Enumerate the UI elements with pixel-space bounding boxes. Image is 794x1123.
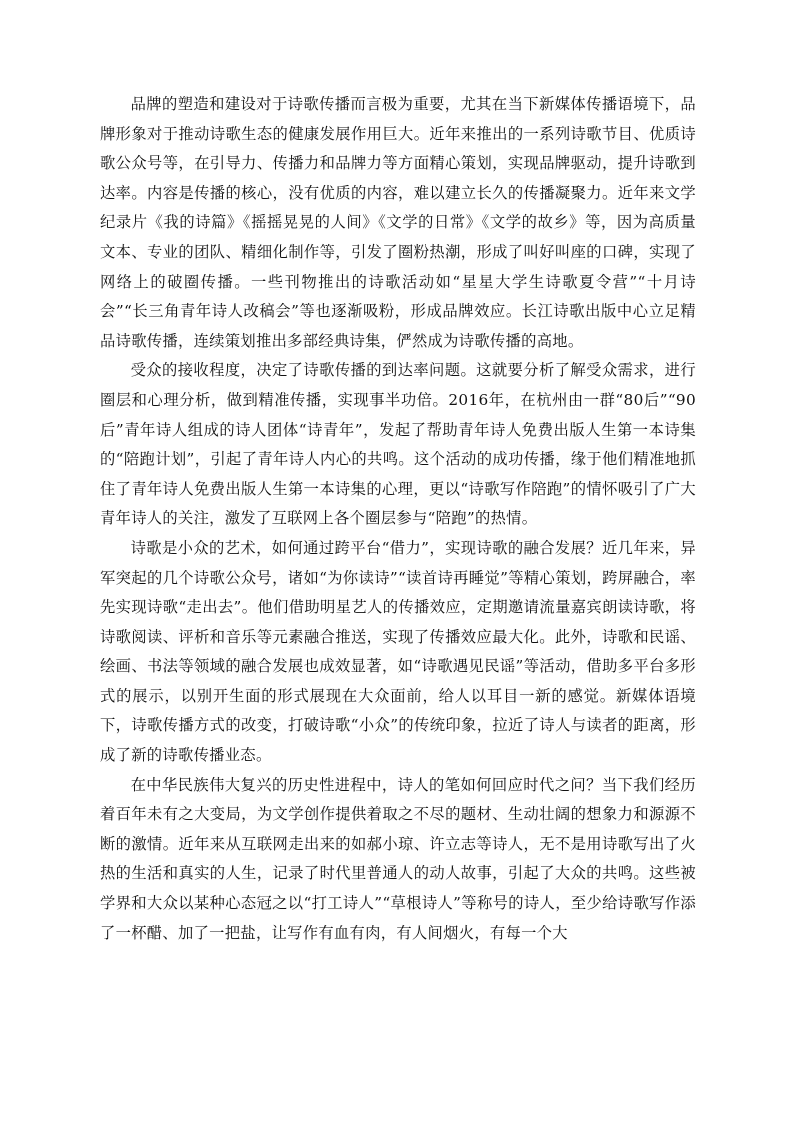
paragraph-crossplatform: 诗歌是小众的艺术，如何通过跨平台“借力”，实现诗歌的融合发展？近几年来，异军突起的几个诗歌公众号，诸如“为你读诗”“读首诗再睡觉”等精心策划，跨屏融合，率先实现诗歌“走出去”。他们借助明星艺人的传播效应，定期邀请流量嘉宾朗读诗歌，将诗歌阅读、评析和音乐等元素融合推送，实现了传播效应最大化。此外，诗歌和民谣、绘画、书法等领域的融合发展也成效显著，如“诗歌遇见民谣”等活动，借助多平台多形式的展示，以别开生面的形式展现在大众面前，给人以耳目一新的感觉。新媒体语境下，诗歌传播方式的改变，打破诗歌“小众”的传统印象，拉近了诗人与读者的距离，形成了新的诗歌传播业态。 [100,538,696,765]
paragraph-era: 在中华民族伟大复兴的历史性进程中，诗人的笔如何回应时代之问？当下我们经历着百年未有之大变局，为文学创作提供着取之不尽的题材、生动壮阔的想象力和源源不断的激情。近年来从互联网走出来的如郝小琼、许立志等诗人，无不是用诗歌写出了火热的生活和真实的人生，记录了时代里普通人的动人故事，引起了大众的共鸣。这些被学界和大众以某种心态冠之以“打工诗人”“草根诗人”等称号的诗人，至少给诗歌写作添了一杯醋、加了一把盐，让写作有血有肉，有人间烟火，有每一个大 [100,775,696,942]
paragraph-audience: 受众的接收程度，决定了诗歌传播的到达率问题。这就要分析了解受众需求，进行圈层和心理分析，做到精准传播，实现事半功倍。2016年，在杭州由一群“80后”“90后”青年诗人组成的诗人团体“诗青年”，发起了帮助青年诗人免费出版人生第一本诗集的“陪跑计划”，引起了青年诗人内心的共鸣。这个活动的成功传播，缘于他们精准地抓住了青年诗人免费出版人生第一本诗集的心理，更以“诗歌写作陪跑”的情怀吸引了广大青年诗人的关注，激发了互联网上各个圈层参与“陪跑”的热情。 [100,361,696,528]
document-page [100,90,696,948]
paragraph-brand: 品牌的塑造和建设对于诗歌传播而言极为重要，尤其在当下新媒体传播语境下，品牌形象对于推动诗歌生态的健康发展作用巨大。近年来推出的一系列诗歌节目、优质诗歌公众号等，在引导力、传播力和品牌力等方面精心策划，实现品牌驱动，提升诗歌到达率。内容是传播的核心，没有优质的内容，难以建立长久的传播凝聚力。近年来文学纪录片《我的诗篇》《摇摇晃晃的人间》《文学的日常》《文学的故乡》等，因为高质量文本、专业的团队、精细化制作等，引发了圈粉热潮，形成了叫好叫座的口碑，实现了网络上的破圈传播。一些刊物推出的诗歌活动如“星星大学生诗歌夏令营”“十月诗会”“长三角青年诗人改稿会”等也逐渐吸粉，形成品牌效应。长江诗歌出版中心立足精品诗歌传播，连续策划推出多部经典诗集，俨然成为诗歌传播的高地。 [100,95,696,350]
